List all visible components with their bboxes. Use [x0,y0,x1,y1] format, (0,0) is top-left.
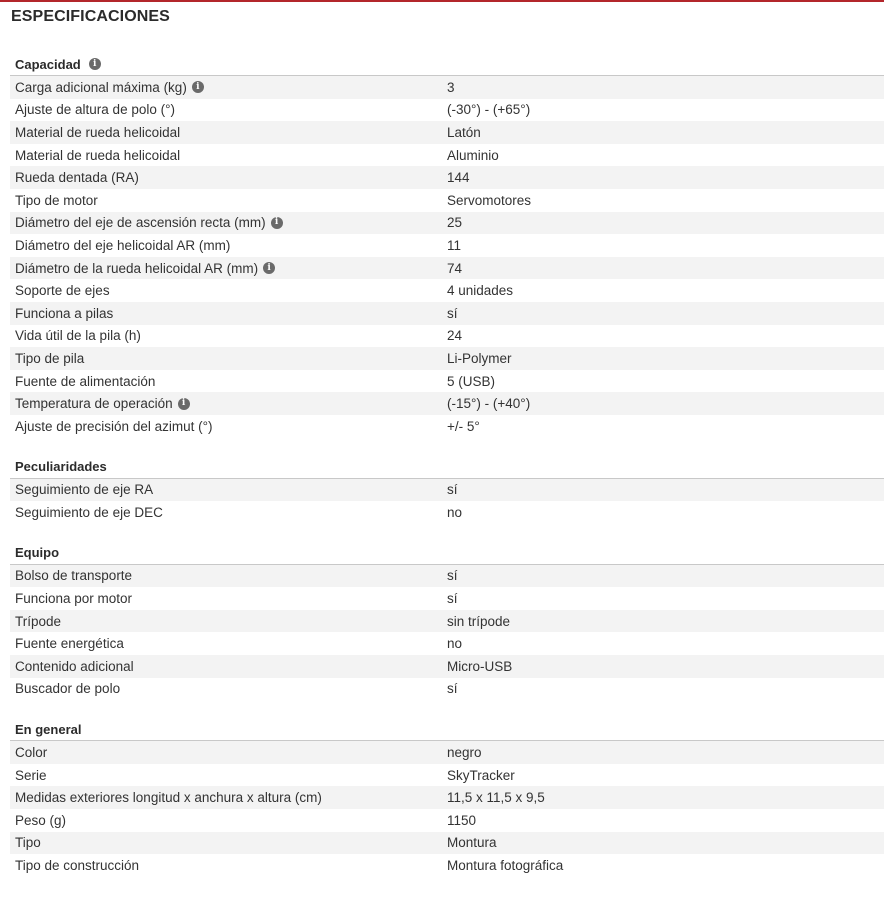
spec-row [10,655,884,678]
section-rows [10,76,884,438]
spec-row [10,257,884,280]
spec-label: Carga adicional máxima (kg) [15,79,187,95]
section-header [10,53,884,76]
spec-row [10,565,884,588]
spec-value: sin trípode [447,613,511,629]
spec-label: Buscador de polo [15,681,121,697]
spec-label-cell [10,80,447,95]
spec-value: 3 [447,79,455,95]
spec-label-cell [10,328,447,343]
spec-label-cell [10,283,447,298]
spec-row [10,234,884,257]
spec-label-cell [10,790,447,805]
page-title: ESPECIFICACIONES [11,8,170,25]
spec-row [10,610,884,633]
spec-label: Fuente energética [15,636,124,652]
spec-section [10,456,884,524]
spec-row [10,809,884,832]
section-title: En general [15,721,82,737]
info-icon[interactable]: i [178,398,190,410]
spec-label: Tipo de pila [15,350,85,366]
section-title: Peculiaridades [15,459,107,474]
spec-label: Material de rueda helicoidal [15,124,181,140]
spec-row [10,392,884,415]
spec-label: Diámetro del eje helicoidal AR (mm) [15,237,231,253]
spec-label-cell [10,681,447,696]
spec-row [10,501,884,524]
spec-row [10,632,884,655]
spec-row [10,370,884,393]
spec-value: Aluminio [447,147,499,163]
spec-label: Funciona por motor [15,591,133,607]
spec-label: Bolso de transporte [15,568,133,584]
spec-value: (-30°) - (+65°) [447,102,531,118]
spec-row [10,854,884,877]
spec-label-cell [10,614,447,629]
spec-value: (-15°) - (+40°) [447,396,531,412]
spec-label: Serie [15,767,47,783]
spec-value: negro [447,745,482,761]
spec-label-cell [10,396,447,411]
spec-label: Contenido adicional [15,658,134,674]
spec-label-cell [10,170,447,185]
spec-row [10,279,884,302]
spec-section [10,718,884,877]
spec-label: Medidas exteriores longitud x anchura x altura (cm) [15,790,322,806]
section-rows [10,565,884,701]
spec-label-cell [10,482,447,497]
spec-value: Servomotores [447,192,532,208]
spec-label-cell [10,835,447,850]
section-rows [10,479,884,524]
spec-label-cell [10,568,447,583]
spec-label-cell [10,351,447,366]
spec-row [10,741,884,764]
spec-label: Tipo [15,835,41,851]
spec-label: Peso (g) [15,812,67,828]
spec-label: Fuente de alimentación [15,373,156,389]
spec-label: Soporte de ejes [15,283,110,299]
spec-label: Tipo de construcción [15,858,140,874]
spec-label-cell [10,306,447,321]
section-rows [10,741,884,877]
spec-row [10,212,884,235]
spec-value: 144 [447,170,470,186]
spec-value: sí [447,591,458,607]
spec-value: 4 unidades [447,283,514,299]
spec-value: 74 [447,260,463,276]
spec-row [10,479,884,502]
spec-label-cell [10,261,447,276]
spec-row [10,415,884,438]
spec-section [10,53,884,438]
top-accent-rule [0,0,884,2]
spec-value: Li-Polymer [447,350,512,366]
specifications-list [10,53,884,895]
spec-value: no [447,504,463,520]
spec-row [10,189,884,212]
spec-row [10,166,884,189]
spec-label-cell [10,636,447,651]
spec-label: Funciona a pilas [15,305,114,321]
section-title: Equipo [15,545,60,561]
spec-label: Trípode [15,613,62,629]
spec-label-cell [10,858,447,873]
info-icon[interactable]: i [89,58,101,70]
spec-label: Ajuste de precisión del azimut (°) [15,418,213,434]
spec-value: no [447,636,463,652]
spec-value: Montura [447,835,497,851]
spec-row [10,347,884,370]
spec-value: 1150 [447,812,477,828]
spec-value: 11,5 x 11,5 x 9,5 [447,790,545,806]
spec-row [10,76,884,99]
spec-label: Tipo de motor [15,192,98,208]
spec-value: sí [447,681,458,697]
spec-value: 25 [447,215,463,231]
spec-row [10,121,884,144]
spec-value: 11 [447,237,462,253]
spec-row [10,302,884,325]
spec-value: +/- 5° [447,418,480,434]
info-icon[interactable]: i [263,262,275,274]
spec-row [10,832,884,855]
spec-label-cell [10,419,447,434]
spec-row [10,786,884,809]
spec-label: Material de rueda helicoidal [15,147,181,163]
section-header [10,456,884,479]
spec-row [10,764,884,787]
spec-value: Micro-USB [447,658,513,674]
spec-row [10,678,884,701]
spec-label-cell [10,102,447,117]
spec-row [10,325,884,348]
spec-label-cell [10,591,447,606]
spec-label-cell [10,125,447,140]
spec-label-cell [10,238,447,253]
spec-label-cell [10,745,447,760]
spec-value: Montura fotográfica [447,858,564,874]
spec-label: Color [15,745,48,761]
spec-label: Seguimiento de eje RA [15,482,154,498]
spec-label-cell [10,374,447,389]
info-icon[interactable]: i [192,81,204,93]
spec-label-cell [10,193,447,208]
spec-label-cell [10,505,447,520]
section-header [10,542,884,565]
spec-label-cell [10,768,447,783]
spec-label: Diámetro de la rueda helicoidal AR (mm) [15,260,259,276]
spec-value: 5 (USB) [447,373,496,389]
info-icon[interactable]: i [271,217,283,229]
section-title: Capacidad [15,56,81,72]
spec-label-cell [10,215,447,230]
spec-value: Latón [447,124,481,140]
spec-value: sí [447,568,458,584]
spec-value: sí [447,482,458,498]
spec-label: Seguimiento de eje DEC [15,504,163,520]
spec-row [10,144,884,167]
spec-label-cell [10,813,447,828]
spec-section [10,542,884,701]
spec-label: Ajuste de altura de polo (°) [15,102,175,118]
spec-label-cell [10,659,447,674]
spec-label: Vida útil de la pila (h) [15,328,141,344]
spec-row [10,587,884,610]
spec-row [10,99,884,122]
section-header [10,718,884,741]
spec-value: SkyTracker [447,767,515,783]
spec-label: Rueda dentada (RA) [15,170,139,186]
spec-value: 24 [447,328,463,344]
spec-value: sí [447,305,458,321]
spec-label: Temperatura de operación [15,396,173,412]
spec-label: Diámetro del eje de ascensión recta (mm) [15,215,266,231]
spec-label-cell [10,148,447,163]
